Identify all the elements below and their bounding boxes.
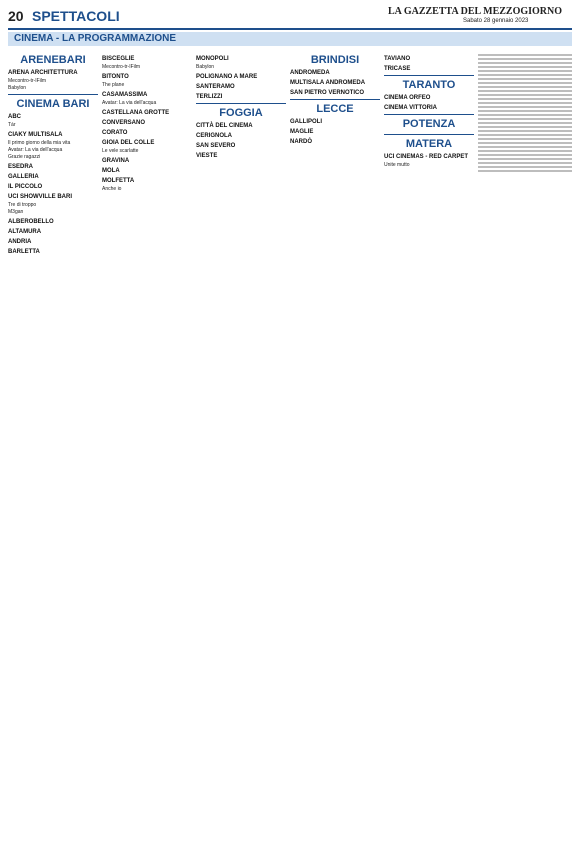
film-title: Tre di troppo bbox=[8, 202, 37, 208]
cinema-name: ESEDRA bbox=[8, 164, 34, 170]
cinema-name: CIAKY MULTISALA bbox=[8, 132, 63, 138]
film-title: M3gan bbox=[8, 209, 24, 215]
film-title: Babylon bbox=[8, 85, 27, 91]
cinema-name: MONOPOLI bbox=[196, 56, 229, 62]
cinema-name: UCI CINEMAS - RED CARPET bbox=[384, 154, 469, 160]
header-rule bbox=[8, 28, 572, 30]
cinema-name: GALLIPOLI bbox=[290, 119, 322, 125]
cinema-name: BITONTO bbox=[102, 74, 129, 80]
cinema-name: MULTISALA ANDROMEDA bbox=[290, 80, 366, 86]
city-heading: FOGGIA bbox=[219, 107, 263, 119]
cinema-name: TERLIZZI bbox=[196, 94, 223, 100]
page-header bbox=[8, 6, 572, 30]
cinema-name: TRICASE bbox=[384, 66, 411, 72]
column-4 bbox=[290, 52, 380, 832]
section-title: SPETTACOLI bbox=[32, 8, 120, 24]
column-6 bbox=[478, 52, 572, 832]
film-title: Unite mutto bbox=[384, 162, 410, 168]
film-title: Mecontro-tr-IFilm bbox=[102, 64, 141, 70]
column-5 bbox=[384, 52, 474, 832]
city-heading: TARANTO bbox=[402, 79, 456, 91]
cinema-name: NARDÒ bbox=[290, 139, 312, 145]
cinema-name: CONVERSANO bbox=[102, 120, 146, 126]
column-3 bbox=[196, 52, 286, 832]
cinema-name: BARLETTA bbox=[8, 249, 40, 255]
cinema-name: ALTAMURA bbox=[8, 229, 42, 235]
column-2 bbox=[102, 52, 192, 832]
city-heading: CINEMA BARI bbox=[16, 98, 90, 110]
city-heading: MATERA bbox=[405, 138, 453, 150]
cinema-name: CINEMA ORFEO bbox=[384, 95, 431, 101]
cinema-name: SAN SEVERO bbox=[196, 143, 236, 149]
cinema-name: ANDRIA bbox=[8, 239, 32, 245]
cinema-name: CASAMASSIMA bbox=[102, 92, 148, 98]
cinema-name: ABC bbox=[8, 114, 21, 120]
issue-date: Sabato 28 gennaio 2023 bbox=[463, 18, 529, 24]
cinema-name: MOLA bbox=[102, 168, 120, 174]
cinema-name: CITTÀ DEL CINEMA bbox=[196, 123, 253, 129]
cinema-name: SAN PIETRO VERNOTICO bbox=[290, 90, 365, 96]
film-title: Le vele scarlatte bbox=[102, 148, 139, 154]
cinema-name: IL PICCOLO bbox=[8, 184, 43, 190]
film-title: The plane bbox=[102, 82, 125, 88]
cinema-name: MOLFETTA bbox=[102, 178, 135, 184]
column-1 bbox=[8, 52, 98, 832]
cinema-name: BISCEGLIE bbox=[102, 56, 135, 62]
city-heading: ARENEBARI bbox=[20, 54, 86, 66]
cinema-name: GIOIA DEL COLLE bbox=[102, 140, 155, 146]
film-title: Mecontro-tr-IFilm bbox=[8, 78, 47, 84]
cinema-name: CORATO bbox=[102, 130, 128, 136]
cinema-name: MAGLIE bbox=[290, 129, 314, 135]
film-title: Babylon bbox=[196, 64, 215, 70]
cinema-name: GALLERIA bbox=[8, 174, 39, 180]
film-title: Tár bbox=[8, 122, 16, 128]
cinema-name: GRAVINA bbox=[102, 158, 130, 164]
newspaper-name: LA GAZZETTA DEL MEZZOGIORNO bbox=[388, 6, 563, 17]
city-heading: LECCE bbox=[316, 103, 354, 115]
city-heading: BRINDISI bbox=[310, 54, 360, 66]
cinema-name: SANTERAMO bbox=[196, 84, 235, 90]
cinema-name: UCI SHOWVILLE BARI bbox=[8, 194, 72, 200]
cinema-name: TAVIANO bbox=[384, 56, 411, 62]
city-heading: POTENZA bbox=[402, 118, 456, 130]
film-title: Avatar: La via dell'acqua bbox=[102, 100, 157, 106]
cinema-name: ARENA ARCHITETTURA bbox=[8, 70, 78, 76]
film-title: Avatar: La via dell'acqua bbox=[8, 147, 63, 153]
page-number: 20 bbox=[8, 8, 24, 24]
cinema-name: ANDROMEDA bbox=[290, 70, 330, 76]
film-title: Grazie ragazzi bbox=[8, 154, 41, 160]
cinema-name: CERIGNOLA bbox=[196, 133, 232, 139]
cinema-name: ALBEROBELLO bbox=[8, 219, 54, 225]
cinema-name: VIESTE bbox=[196, 153, 218, 159]
film-title: Anche io bbox=[102, 186, 122, 192]
film-title: Il primo giorno della mia vita bbox=[8, 140, 71, 146]
section-banner bbox=[8, 32, 572, 46]
cinema-name: CASTELLANA GROTTE bbox=[102, 110, 170, 116]
banner-title: CINEMA - LA PROGRAMMAZIONE bbox=[14, 33, 177, 44]
cinema-name: CINEMA VITTORIA bbox=[384, 105, 438, 111]
cinema-name: POLIGNANO A MARE bbox=[196, 74, 258, 80]
